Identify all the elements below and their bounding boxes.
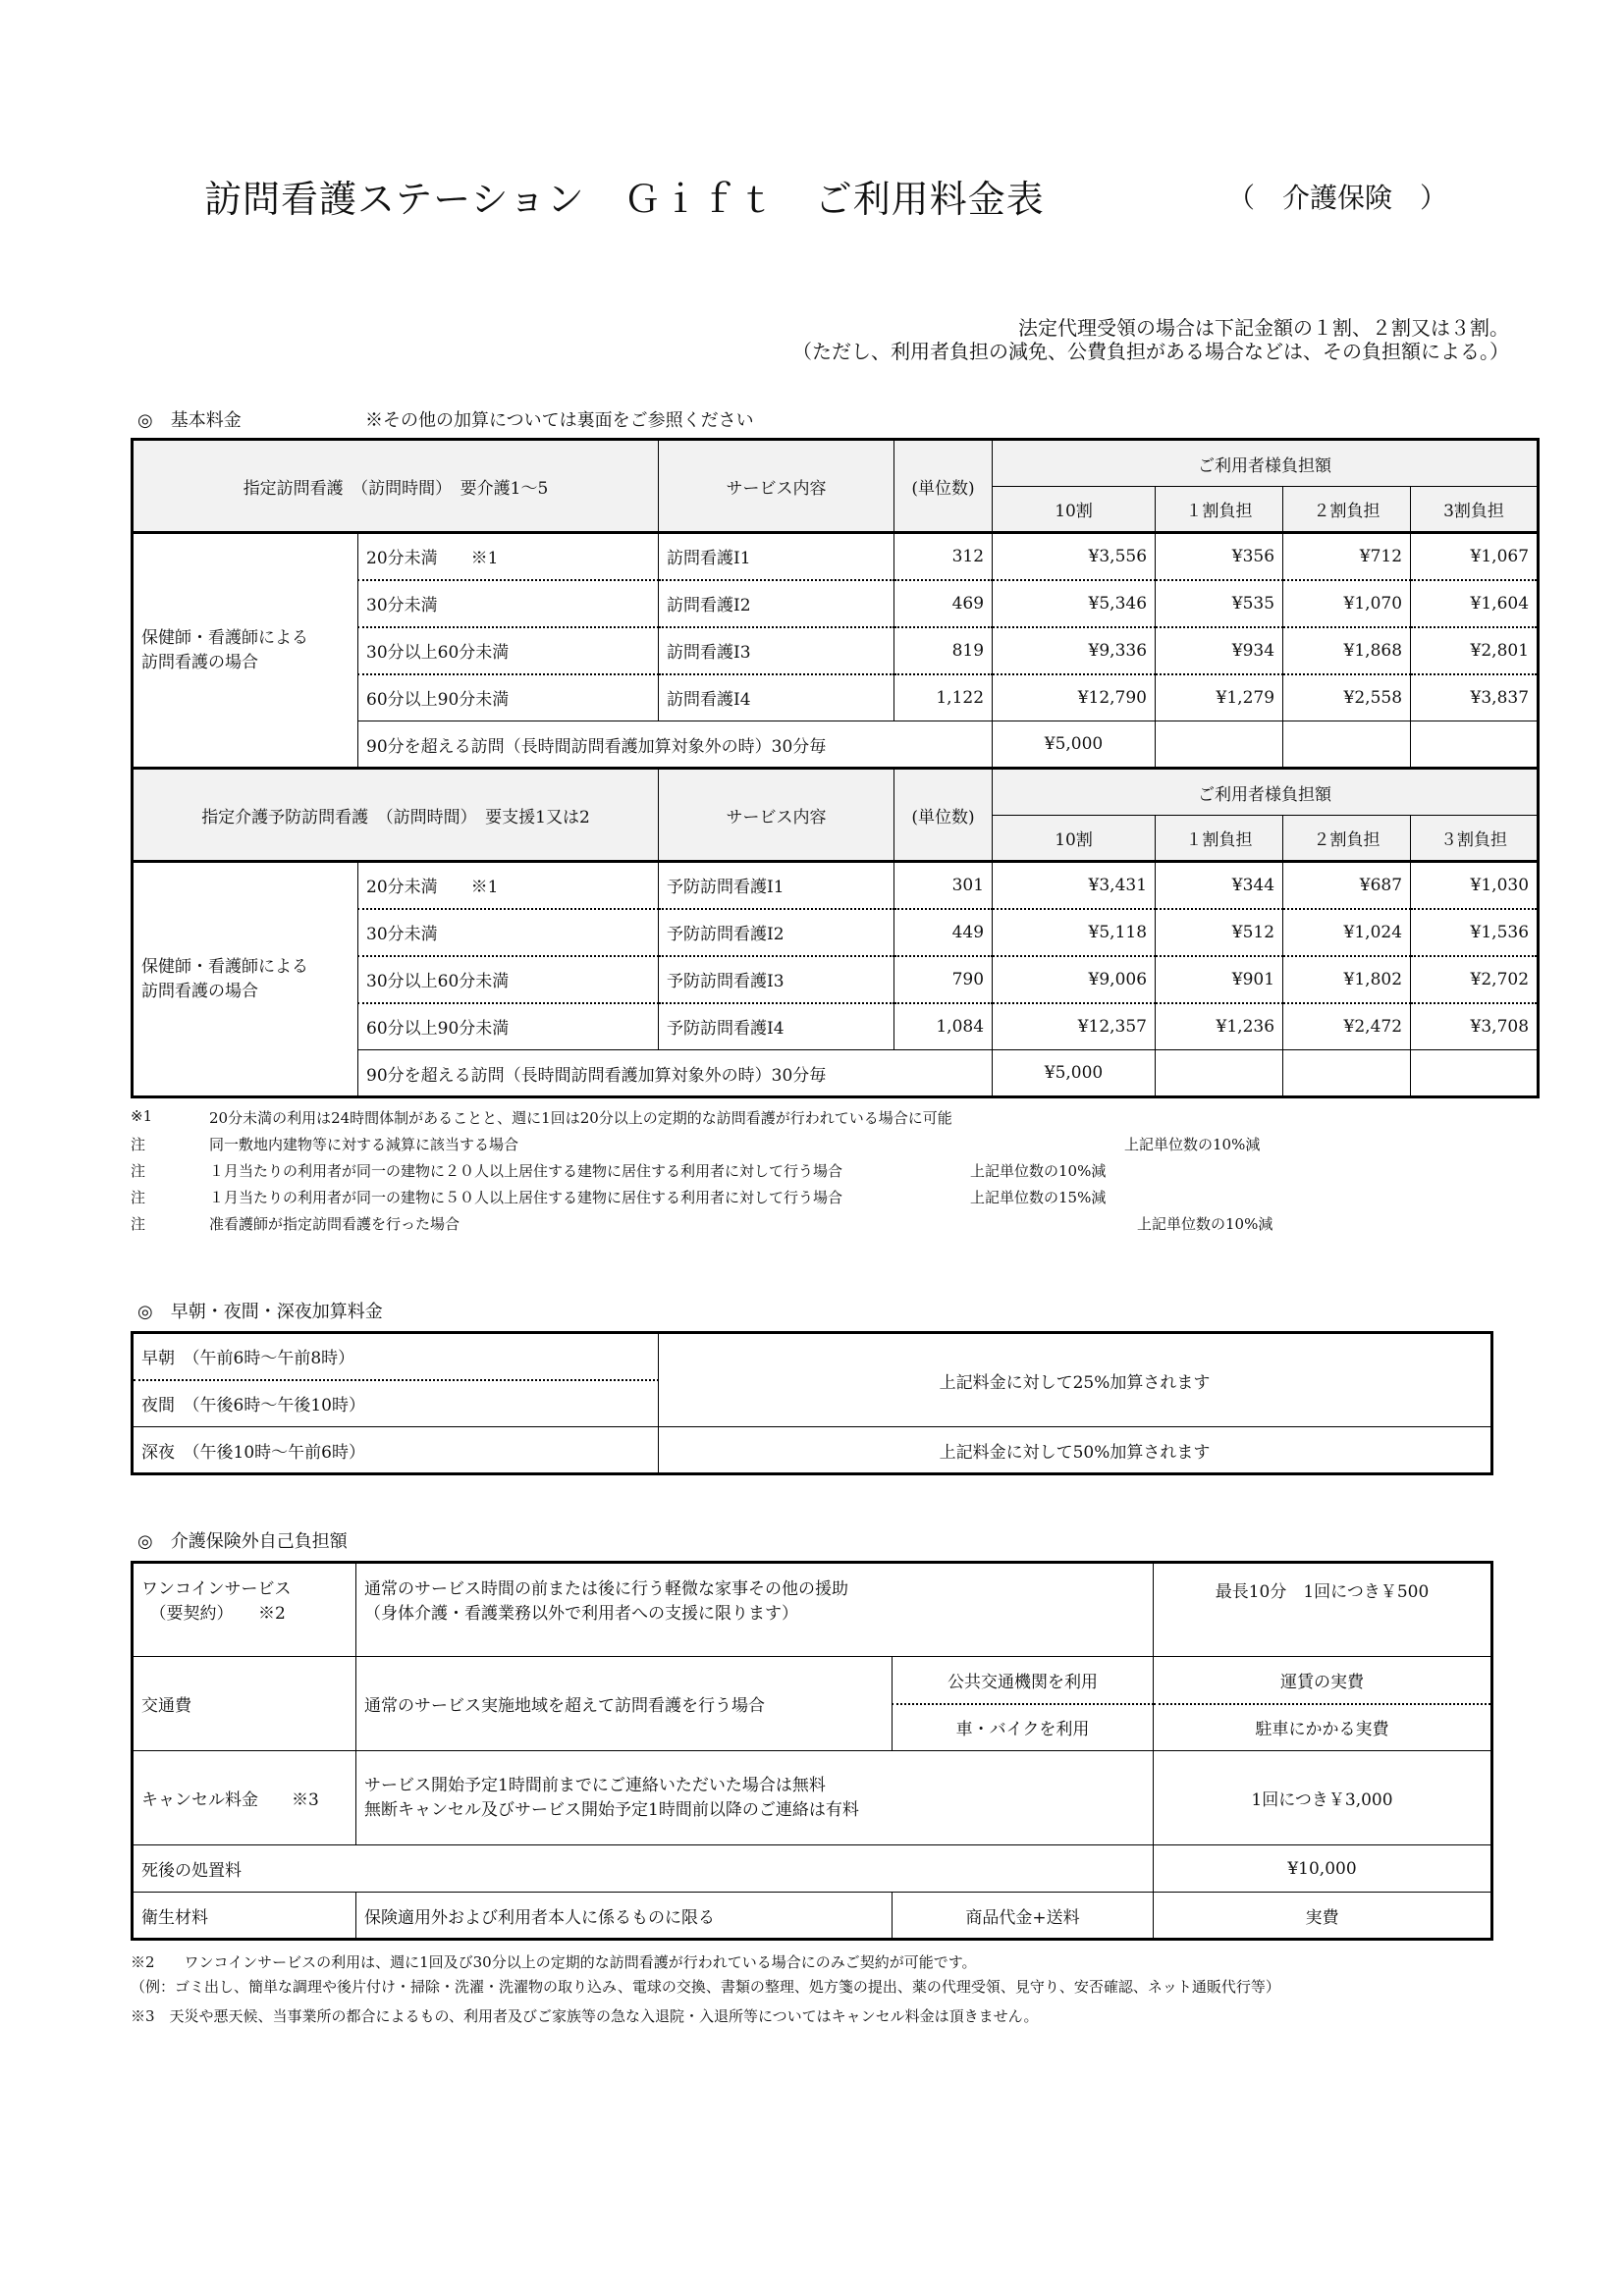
basic-note-mark: ※1 [131,1107,153,1125]
care-row-time: 30分以上60分未満 [358,627,659,674]
timefee-early-night-value: 上記料金に対して25%加算されます [659,1333,1492,1427]
basic-note-text: １月当たりの利用者が同一の建物に５０人以上居住する建物に居住する利用者に対して行う場合 [209,1189,843,1206]
care-row-c3: ¥1,604 [1411,580,1539,627]
care-extra-empty [1156,721,1283,769]
transport-desc: 通常のサービス実施地域を超えて訪問看護を行う場合 [356,1657,893,1751]
onecoin-label-text: ワンコインサービス （要契約） ※2 [141,1579,292,1624]
selfpay-table [131,1561,1493,1941]
prevent-header-units: (単位数) [894,769,993,862]
prevent-row-c1: ¥1,236 [1156,1003,1283,1050]
basic-note-mark: 注 [131,1136,146,1153]
prevent-col-10: 10割 [993,816,1156,862]
intro-line-2: （ただし、利用者負担の減免、公費負担がある場合などは、その負担額による。） [792,340,1509,363]
basic-note [131,1187,1490,1213]
prevent-row-c2: ¥687 [1283,862,1411,909]
care-row-c1: ¥535 [1156,580,1283,627]
care-row-c3: ¥2,801 [1411,627,1539,674]
care-row-c3: ¥3,837 [1411,674,1539,721]
transport-car-price: 駐車にかかる実費 [1154,1704,1492,1751]
care-header-service: サービス内容 [659,440,894,533]
care-row-c3: ¥1,067 [1411,533,1539,580]
prevent-row-service: 予防訪問看護I4 [659,1003,894,1050]
care-row-c10: ¥12,790 [993,674,1156,721]
prevent-row-time: 60分以上90分未満 [358,1003,659,1050]
care-col-10: 10割 [993,487,1156,533]
onecoin-price: 最長10分 1回につき￥500 [1154,1563,1492,1657]
basic-notes [131,1107,1490,1240]
hygiene-desc: 保険適用外および利用者本人に係るものに限る [356,1893,893,1940]
care-row-c1: ¥356 [1156,533,1283,580]
basic-heading-note: ※その他の加算については裏面をご参照ください [365,410,754,431]
selfpay-note: ※2 ワンコインサービスの利用は、週に1回及び30分以上の定期的な訪問看護が行われている場合にのみご契約が可能です。 [131,1953,977,1971]
selfpay-note: ※3 天災や悪天候、当事業所の都合によるもの、利用者及びご家族等の急な入退院・入退所等についてはキャンセル料金は頂きません。 [131,2007,1039,2025]
basic-note-text: 准看護師が指定訪問看護を行った場合 [209,1215,460,1233]
prevent-header-left: 指定介護予防訪問看護 （訪問時間） 要支援1又は2 [133,769,659,862]
selfpay-notes [131,1951,1280,2030]
basic-note [131,1160,1490,1187]
care-col-3: 3割負担 [1411,487,1539,533]
death-price: ¥10,000 [1154,1845,1492,1893]
care-col-2: ２割負担 [1283,487,1411,533]
cancel-price: 1回につき￥3,000 [1154,1751,1492,1845]
prevent-row-c3: ¥1,536 [1411,909,1539,956]
care-row-service: 訪問看護I3 [659,627,894,674]
care-row-c2: ¥1,070 [1283,580,1411,627]
care-row-units: 819 [894,627,993,674]
onecoin-desc [356,1563,1154,1657]
care-row-c2: ¥1,868 [1283,627,1411,674]
timefee-early: 早朝 （午前6時～午前8時） [133,1333,659,1380]
prevent-row-time: 20分未満 ※1 [358,862,659,909]
care-row-service: 訪問看護I1 [659,533,894,580]
basic-note-mark: 注 [131,1162,146,1180]
basic-note-mark: 注 [131,1189,146,1206]
prevent-row-c1: ¥344 [1156,862,1283,909]
transport-car: 車・バイクを利用 [893,1704,1154,1751]
care-row-units: 312 [894,533,993,580]
basic-note-right: 上記単位数の10%減 [970,1162,1107,1180]
prevent-row-c3: ¥3,708 [1411,1003,1539,1050]
prevent-group-label-text: 保健師・看護師による 訪問看護の場合 [141,956,308,1001]
care-row-units: 469 [894,580,993,627]
care-extra-empty [1411,721,1539,769]
timefee-heading: ◎ 早朝・夜間・深夜加算料金 [137,1302,383,1322]
care-row-c1: ¥934 [1156,627,1283,674]
prevent-row-service: 予防訪問看護I3 [659,956,894,1003]
transport-label: 交通費 [133,1657,356,1751]
hygiene-label: 衛生材料 [133,1893,356,1940]
basic-note-mark: 注 [131,1215,146,1233]
care-extra-value: ¥5,000 [993,721,1156,769]
prevent-group-label [133,862,358,1097]
prevent-extra-empty [1156,1050,1283,1097]
care-row-c10: ¥9,336 [993,627,1156,674]
prevent-col-2: ２割負担 [1283,816,1411,862]
prevent-row-units: 790 [894,956,993,1003]
care-row-units: 1,122 [894,674,993,721]
page-title: 訪問看護ステーション Ｇｉｆｔ ご利用料金表 [204,178,1045,221]
basic-note [131,1107,1490,1134]
cancel-label: キャンセル料金 ※3 [133,1751,356,1845]
prevent-row-service: 予防訪問看護I1 [659,862,894,909]
transport-public-price: 運賃の実費 [1154,1657,1492,1704]
basic-heading: ◎ 基本料金 [137,410,242,431]
timefee-table [131,1331,1493,1475]
care-row-time: 30分未満 [358,580,659,627]
prevent-row-c10: ¥9,006 [993,956,1156,1003]
selfpay-heading: ◎ 介護保険外自己負担額 [137,1531,348,1552]
prevent-header-service: サービス内容 [659,769,894,862]
care-row-service: 訪問看護I2 [659,580,894,627]
prevent-row-time: 30分以上60分未満 [358,956,659,1003]
cancel-desc-text: サービス開始予定1時間前までにご連絡いただいた場合は無料 無断キャンセル及びサービス開始予定1時間前以降のご連絡は有料 [364,1775,859,1820]
care-group-label-text: 保健師・看護師による 訪問看護の場合 [141,627,308,672]
prevent-row-c1: ¥512 [1156,909,1283,956]
prevent-row-c2: ¥1,802 [1283,956,1411,1003]
basic-fee-table [131,438,1540,1098]
basic-note-text: 20分未満の利用は24時間体制があることと、週に1回は20分以上の定期的な訪問看護が行われている場合に可能 [209,1109,952,1127]
prevent-row-c3: ¥2,702 [1411,956,1539,1003]
prevent-row-c10: ¥12,357 [993,1003,1156,1050]
care-header-burden: ご利用者様負担額 [993,440,1539,487]
care-row-service: 訪問看護I4 [659,674,894,721]
basic-note-right: 上記単位数の10%減 [1124,1136,1261,1153]
hygiene-price: 実費 [1154,1893,1492,1940]
timefee-late: 深夜 （午後10時～午前6時） [133,1427,659,1474]
prevent-header-burden: ご利用者様負担額 [993,769,1539,816]
onecoin-desc-text: 通常のサービス時間の前または後に行う軽微な家事その他の援助 （身体介護・看護業務以外で利用者への支援に限ります） [364,1579,848,1624]
prevent-extra-empty [1411,1050,1539,1097]
care-extra-label: 90分を超える訪問（長時間訪問看護加算対象外の時）30分毎 [358,721,993,769]
prevent-row-service: 予防訪問看護I2 [659,909,894,956]
insurance-type: （ 介護保険 ） [1227,182,1448,214]
care-col-1: １割負担 [1156,487,1283,533]
prevent-extra-value: ¥5,000 [993,1050,1156,1097]
basic-note-text: １月当たりの利用者が同一の建物に２０人以上居住する建物に居住する利用者に対して行う場合 [209,1162,843,1180]
care-group-label [133,533,358,769]
care-header-left: 指定訪問看護 （訪問時間） 要介護1～5 [133,440,659,533]
prevent-col-1: １割負担 [1156,816,1283,862]
prevent-row-c1: ¥901 [1156,956,1283,1003]
care-row-c1: ¥1,279 [1156,674,1283,721]
death-label: 死後の処置料 [133,1845,1154,1893]
care-row-c10: ¥3,556 [993,533,1156,580]
prevent-row-c2: ¥1,024 [1283,909,1411,956]
cancel-desc [356,1751,1154,1845]
prevent-row-units: 449 [894,909,993,956]
prevent-row-time: 30分未満 [358,909,659,956]
prevent-col-3: ３割負担 [1411,816,1539,862]
prevent-row-units: 1,084 [894,1003,993,1050]
timefee-late-value: 上記料金に対して50%加算されます [659,1427,1492,1474]
onecoin-label [133,1563,356,1657]
basic-note-right: 上記単位数の10%減 [1137,1215,1273,1233]
prevent-extra-empty [1283,1050,1411,1097]
care-row-c10: ¥5,346 [993,580,1156,627]
prevent-row-c10: ¥5,118 [993,909,1156,956]
prevent-row-c3: ¥1,030 [1411,862,1539,909]
care-row-time: 20分未満 ※1 [358,533,659,580]
hygiene-basis: 商品代金+送料 [893,1893,1154,1940]
prevent-row-c2: ¥2,472 [1283,1003,1411,1050]
basic-note [131,1134,1490,1160]
basic-note [131,1213,1490,1240]
care-header-units: (単位数) [894,440,993,533]
care-row-c2: ¥2,558 [1283,674,1411,721]
basic-note-text: 同一敷地内建物等に対する減算に該当する場合 [209,1136,519,1153]
prevent-extra-label: 90分を超える訪問（長時間訪問看護加算対象外の時）30分毎 [358,1050,993,1097]
timefee-night: 夜間 （午後6時～午後10時） [133,1380,659,1427]
care-row-c2: ¥712 [1283,533,1411,580]
intro-line-1: 法定代理受領の場合は下記金額の１割、２割又は３割。 [1018,316,1509,340]
transport-public: 公共交通機関を利用 [893,1657,1154,1704]
care-row-time: 60分以上90分未満 [358,674,659,721]
basic-note-right: 上記単位数の15%減 [970,1189,1107,1206]
prevent-row-units: 301 [894,862,993,909]
selfpay-note: （例：ゴミ出し、簡単な調理や後片付け・掃除・洗濯・洗濯物の取り込み、電球の交換、書類の整理、処方箋の提出、薬の代理受領、見守り、安否確認、ネット通販代行等） [131,1978,1280,1996]
prevent-row-c10: ¥3,431 [993,862,1156,909]
care-extra-empty [1283,721,1411,769]
